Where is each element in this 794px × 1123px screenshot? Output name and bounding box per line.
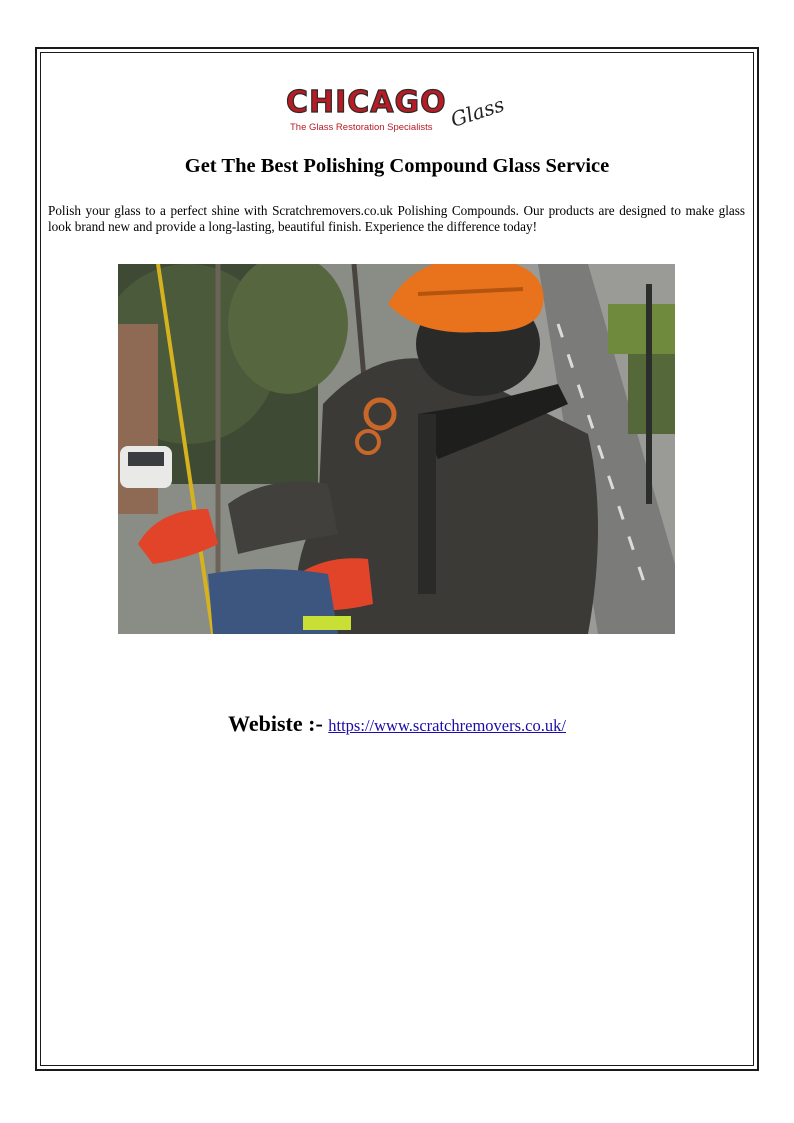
website-label: Webiste :- [228,711,323,736]
website-line [44,710,750,740]
website-link[interactable]: https://www.scratchremovers.co.uk/ [328,716,566,735]
chicago-glass-logo [286,86,510,142]
logo-script: Glass [447,92,508,132]
logo-tagline: The Glass Restoration Specialists [290,122,433,133]
page-title: Get The Best Polishing Compound Glass Service [184,155,610,177]
intro-paragraph: Polish your glass to a perfect shine with Scratchremovers.co.uk Polishing Compounds. Our products are designed to make glass look brand new and provide a long-lasting, beautiful finish. Experience the difference today! [48,203,745,234]
logo-wordmark: CHICAGO [286,85,447,120]
rope-access-worker-photo [118,264,675,634]
